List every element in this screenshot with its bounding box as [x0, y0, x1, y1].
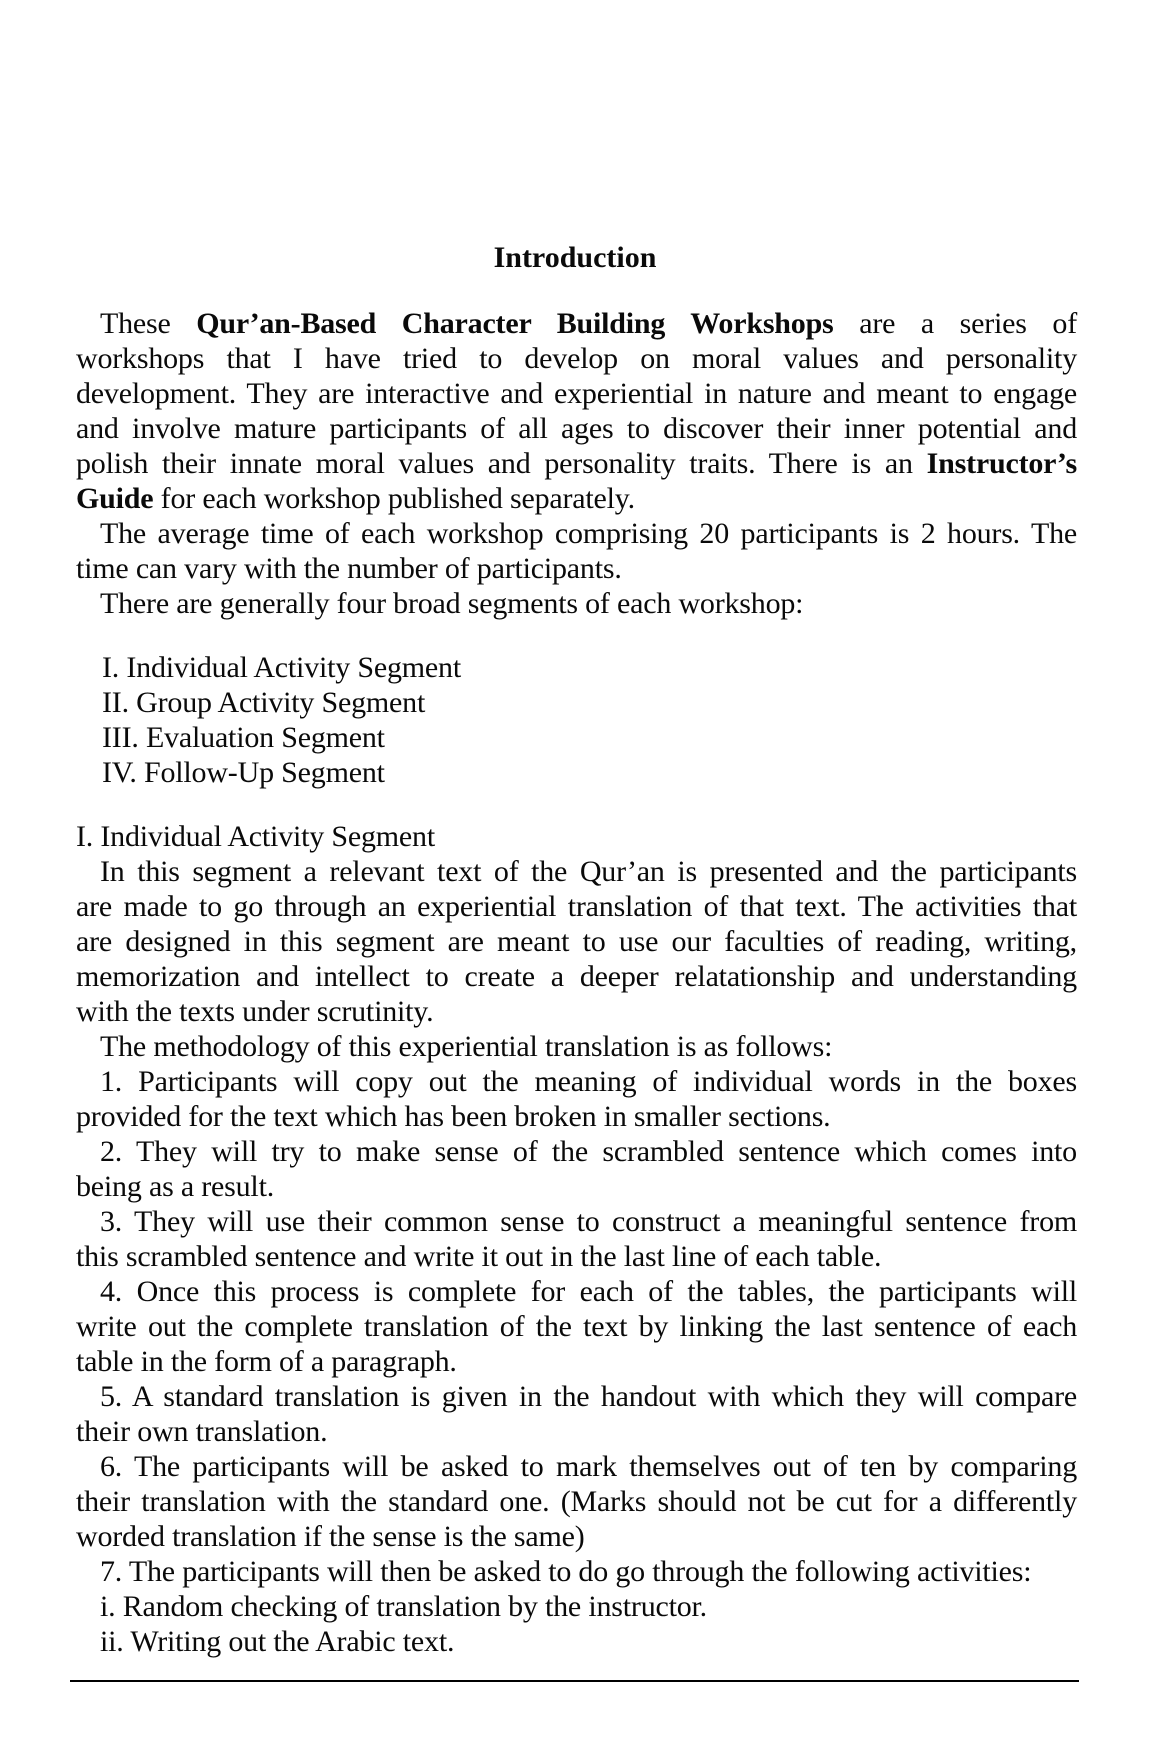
footer-divider: [70, 1680, 1079, 1682]
step-5-line-1: 5. A standard translation is given in the handout with which they will compare: [100, 1380, 1077, 1413]
segment-list-item: IV. Follow-Up Segment: [102, 756, 385, 789]
step-6-line-3: worded translation if the sense is the same): [76, 1520, 585, 1553]
intro-line-5: [76, 446, 1077, 481]
step-7-line-1: 7. The participants will then be asked to do go through the following activities:: [100, 1555, 1032, 1588]
time-line-1: The average time of each workshop comprising 20 participants is 2 hours. The: [100, 517, 1077, 550]
step-5-line-2: their own translation.: [76, 1415, 328, 1448]
intro-line-2: workshops that I have tried to develop on moral values and personality: [76, 342, 1077, 375]
section-para-line: are designed in this segment are meant to use our faculties of reading, writing,: [76, 925, 1077, 958]
intro-line-1: [100, 306, 1077, 341]
instructors-guide-label: Guide: [76, 482, 154, 515]
step-6-line-2: their translation with the standard one. (Marks should not be cut for a differently: [76, 1485, 1077, 1518]
workshop-series-name: Qur’an-Based Character Building Workshops: [196, 307, 834, 340]
step-3-line-2: this scrambled sentence and write it out in the last line of each table.: [76, 1240, 882, 1273]
intro-line-4: and involve mature participants of all ages to discover their inner potential and: [76, 412, 1077, 445]
step-2-line-2: being as a result.: [76, 1170, 275, 1203]
segment-list-item: III. Evaluation Segment: [102, 721, 385, 754]
section-para-line: with the texts under scrutinity.: [76, 995, 434, 1028]
methodology-intro: The methodology of this experiential translation is as follows:: [100, 1030, 833, 1063]
activity-item: ii. Writing out the Arabic text.: [100, 1625, 455, 1658]
step-4-line-2: write out the complete translation of the text by linking the last sentence of each: [76, 1310, 1077, 1343]
instructors-guide-label: Instructor’s: [926, 447, 1077, 480]
segment-list-item: I. Individual Activity Segment: [102, 651, 461, 684]
segments-intro: There are generally four broad segments of each workshop:: [100, 587, 804, 620]
page-title: Introduction: [493, 241, 657, 274]
activity-item: i. Random checking of translation by the instructor.: [100, 1590, 707, 1623]
intro-text: These: [100, 307, 197, 340]
step-1-line-2: provided for the text which has been broken in smaller sections.: [76, 1100, 831, 1133]
time-line-2: time can vary with the number of participants.: [76, 552, 622, 585]
step-3-line-1: 3. They will use their common sense to construct a meaningful sentence from: [100, 1205, 1077, 1238]
section-para-line: In this segment a relevant text of the Qur’an is presented and the participants: [100, 855, 1077, 888]
step-4-line-3: table in the form of a paragraph.: [76, 1345, 457, 1378]
step-2-line-1: 2. They will try to make sense of the scrambled sentence which comes into: [100, 1135, 1077, 1168]
intro-text: polish their innate moral values and personality traits. There is an: [76, 447, 927, 480]
segment-list-item: II. Group Activity Segment: [102, 686, 426, 719]
intro-line-3: development. They are interactive and experiential in nature and meant to engage: [76, 377, 1077, 410]
step-1-line-1: 1. Participants will copy out the meaning of individual words in the boxes: [100, 1065, 1077, 1098]
intro-text: for each workshop published separately.: [153, 482, 635, 515]
intro-line-6: [76, 481, 1077, 516]
section-para-line: memorization and intellect to create a deeper relatationship and understanding: [76, 960, 1077, 993]
step-4-line-1: 4. Once this process is complete for each of the tables, the participants will: [100, 1275, 1077, 1308]
intro-text: are a series of: [833, 307, 1077, 340]
section-heading: I. Individual Activity Segment: [76, 820, 435, 853]
step-6-line-1: 6. The participants will be asked to mark themselves out of ten by comparing: [100, 1450, 1077, 1483]
section-para-line: are made to go through an experiential translation of that text. The activities that: [76, 890, 1077, 923]
